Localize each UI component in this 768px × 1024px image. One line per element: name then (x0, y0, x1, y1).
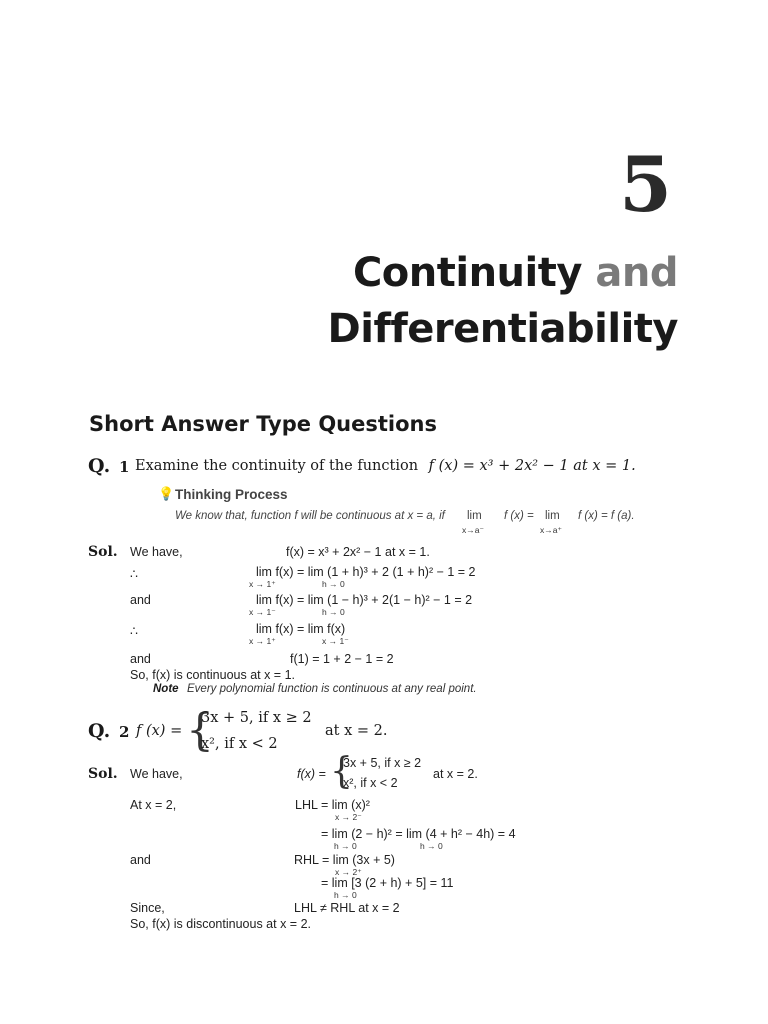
q2-line3-sub-b: h → 0 (420, 841, 443, 851)
q1-line2-label: ∴ (130, 567, 138, 581)
q1-line1-label: We have, (130, 545, 183, 559)
q1-line6: So, f(x) is continuous at x = 1. (130, 668, 296, 682)
q2-line3-expr: = lim (2 − h)² = lim (4 + h² − 4h) = 4 (321, 827, 516, 841)
thinking-lim-1-sub: x→a⁻ (462, 525, 484, 535)
q2-line7: So, f(x) is discontinuous at x = 2. (130, 917, 311, 931)
q2-line1-label: We have, (130, 767, 183, 781)
q2-line1-case2: x², if x < 2 (343, 776, 398, 790)
q1-line3-expr: lim f(x) = lim (1 − h)³ + 2(1 − h)² − 1 = 2 (256, 593, 473, 607)
chapter-title-line2: Differentiability (327, 306, 678, 352)
q2-line5-expr: = lim [3 (2 + h) + 5] = 11 (321, 876, 454, 890)
q1-question-expr: f (x) = x³ + 2x² − 1 at x = 1. (428, 458, 636, 474)
thinking-end: f (x) = f (a). (578, 510, 635, 522)
q1-line4-sub-a: x → 1⁺ (249, 636, 276, 646)
q1-line2-sub-a: x → 1⁺ (249, 579, 276, 589)
q2-line4-expr: RHL = lim (3x + 5) (294, 853, 395, 867)
q2-sol-label: Sol. (88, 766, 118, 782)
q2-line2-expr: LHL = lim (x)² (295, 798, 370, 812)
q1-line5-expr: f(1) = 1 + 2 − 1 = 2 (290, 652, 394, 666)
q1-question (135, 458, 636, 474)
q2-case1: 3x + 5, if x ≥ 2 (201, 710, 312, 726)
q1-line2-sub-b: h → 0 (322, 579, 345, 589)
lightbulb-icon: 💡 (158, 486, 175, 501)
q2-line5-sub: h → 0 (334, 890, 357, 900)
chapter-title-word2: and (595, 250, 678, 296)
q1-line3-sub-b: h → 0 (322, 607, 345, 617)
q2-line1-at: at x = 2. (433, 767, 478, 781)
q1-question-text: Examine the continuity of the function (135, 458, 419, 474)
section-heading: Short Answer Type Questions (89, 412, 437, 436)
q2-number: 2 (119, 723, 130, 741)
thinking-lim-2: lim (545, 510, 560, 522)
q2-lhs: f (x) = (136, 723, 183, 739)
q1-line4-sub-b: x → 1⁻ (322, 636, 349, 646)
q2-line6-expr: LHL ≠ RHL at x = 2 (294, 901, 400, 915)
q1-line4-expr: lim f(x) = lim f(x) (256, 622, 346, 636)
thinking-process-heading: Thinking Process (175, 487, 288, 502)
q2-sol-brace: { (330, 751, 353, 792)
q2-line2-label: At x = 2, (130, 798, 177, 812)
q1-label: Q. (88, 455, 111, 477)
q2-line6-label: Since, (130, 901, 165, 915)
chapter-number: 5 (619, 140, 672, 229)
q1-number: 1 (119, 458, 130, 476)
q1-line2-expr: lim f(x) = lim (1 + h)³ + 2 (1 + h)² − 1 = 2 (256, 565, 476, 579)
q1-line3-sub-a: x → 1⁻ (249, 607, 276, 617)
q1-line1-expr: f(x) = x³ + 2x² − 1 at x = 1. (286, 545, 430, 559)
thinking-lim-2-sub: x→a⁺ (540, 525, 562, 535)
q2-line3-sub-a: h → 0 (334, 841, 357, 851)
q2-at: at x = 2. (325, 723, 388, 739)
thinking-lim-1: lim (467, 510, 482, 522)
q1-note-text: Every polynomial function is continuous at any real point. (187, 683, 477, 695)
q2-line1-case1: 3x + 5, if x ≥ 2 (343, 756, 422, 770)
q2-brace: { (186, 705, 214, 756)
q2-label: Q. (88, 720, 111, 742)
q1-sol-label: Sol. (88, 544, 118, 560)
chapter-title-word1: Continuity (352, 250, 582, 296)
q1-note-label: Note (153, 683, 179, 695)
q1-line3-label: and (130, 593, 151, 607)
thinking-mid: f (x) = (504, 510, 534, 522)
q2-line4-label: and (130, 853, 151, 867)
q1-line4-label: ∴ (130, 624, 138, 638)
q2-case2: x², if x < 2 (201, 736, 278, 752)
q1-line5-label: and (130, 652, 151, 666)
q2-line1-lhs: f(x) = (297, 767, 326, 781)
q2-line2-sub: x → 2⁻ (335, 812, 362, 822)
thinking-process-text: We know that, function f will be continuous at x = a, if (175, 510, 445, 522)
chapter-title-line1 (353, 250, 678, 296)
q2-line4-sub: x → 2⁺ (335, 867, 362, 877)
